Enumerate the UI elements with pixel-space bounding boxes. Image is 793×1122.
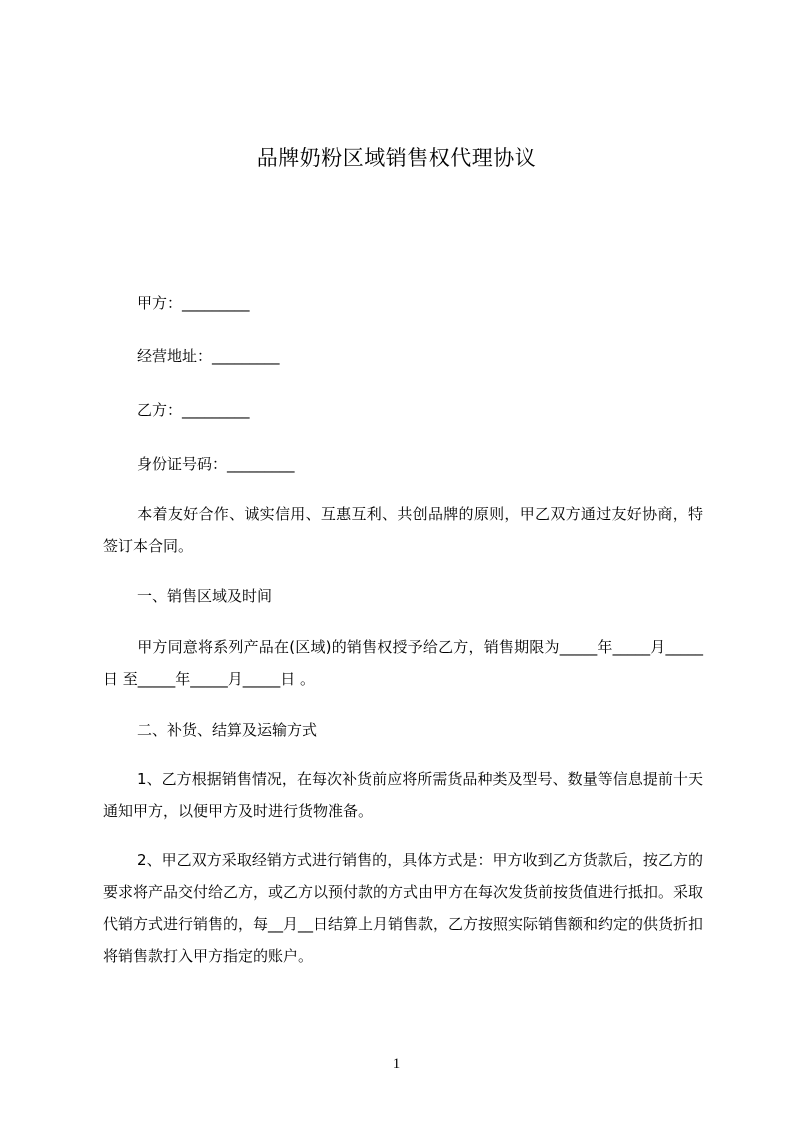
- section2-item1-text: 1、乙方根据销售情况，在每次补货前应将所需货品种类及型号、数量等信息提前十天通知甲方，以便甲方及时进行货物准备。: [103, 770, 703, 820]
- section1-paragraph: [103, 631, 703, 695]
- section2-item2-paragraph: [103, 844, 703, 972]
- section1-text: 甲方同意将系列产品在(区域)的销售权授予给乙方，销售期限为_____年_____月_____日 至_____年_____月_____日 。: [103, 638, 703, 688]
- section2-item2-text: 2、甲乙双方采取经销方式进行销售的，具体方式是：甲方收到乙方货款后，按乙方的要求将产品交付给乙方，或乙方以预付款的方式由甲方在每次发货前按货值进行抵扣。采取代销方式进行销售的，每__月__日结算上月销售款，乙方按照实际销售额和约定的供货折扣将销售款打入甲方指定的账户。: [103, 851, 704, 965]
- preamble-paragraph: [103, 498, 703, 562]
- document-title: 品牌奶粉区域销售权代理协议: [256, 146, 537, 170]
- id-number-field: 身份证号码：_________: [137, 455, 295, 473]
- section1-heading: 一、销售区域及时间: [137, 587, 273, 605]
- preamble-text: 本着友好合作、诚实信用、互惠互利、共创品牌的原则，甲乙双方通过友好协商，特签订本合同。: [103, 505, 703, 555]
- party-a-field: 甲方：_________: [137, 294, 250, 312]
- section2-heading: 二、补货、结算及运输方式: [137, 721, 318, 739]
- business-address-field: 经营地址：_________: [137, 347, 280, 365]
- party-b-field: 乙方：_________: [137, 401, 250, 419]
- section2-item1-paragraph: [103, 763, 703, 827]
- page-number: 1: [392, 1056, 401, 1072]
